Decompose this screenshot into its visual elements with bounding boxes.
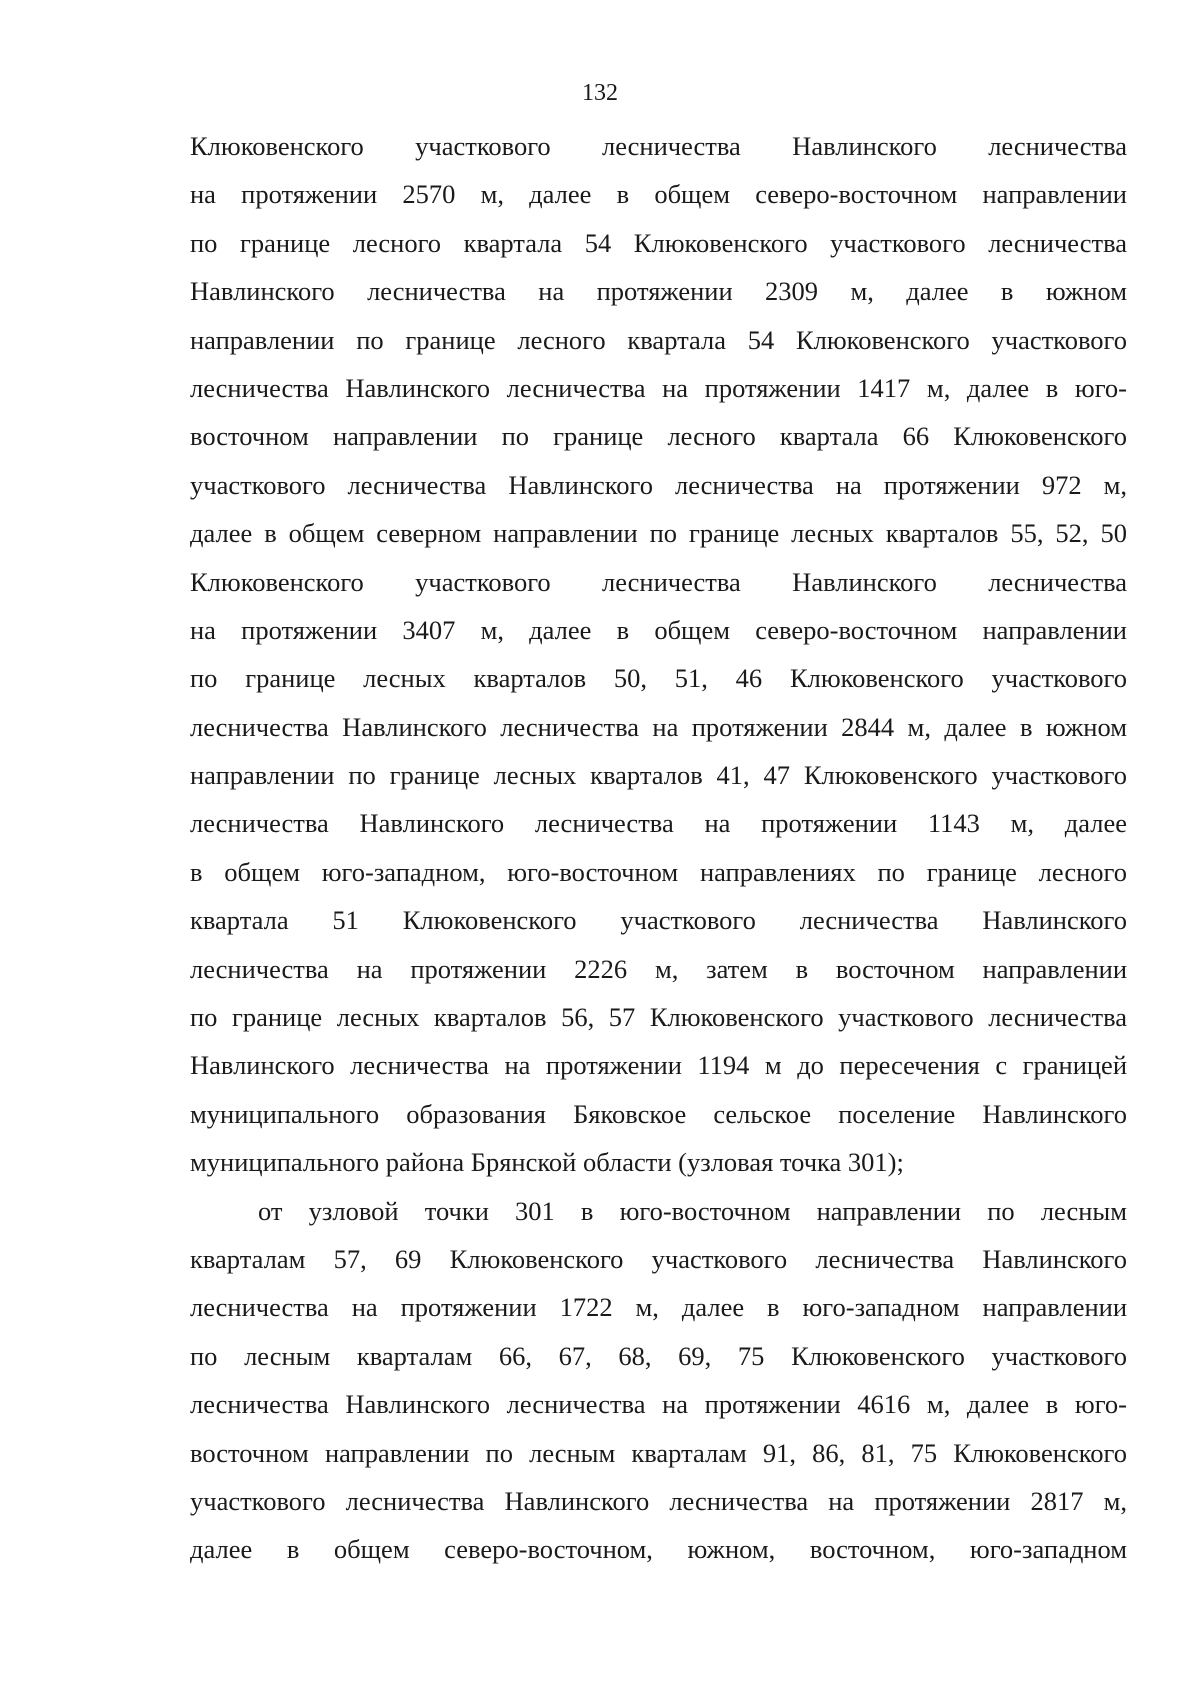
text-line: кварталам 57, 69 Клюковенского участкового лесничества Навлинского xyxy=(190,1243,1127,1274)
text-line: Клюковенского участкового лесничества Навлинского лесничества xyxy=(190,131,1127,161)
text-line: участкового лесничества Навлинского лесничества на протяжении 2817 м, xyxy=(190,1485,1127,1516)
text-line: муниципального образования Бяковское сельское поселение Навлинского xyxy=(190,1098,1127,1129)
text-line: восточном направлении по границе лесного квартала 66 Клюковенского xyxy=(190,421,1127,452)
text-line: далее в общем северном направлении по границе лесных кварталов 55, 52, 50 xyxy=(190,518,1127,549)
text-line: в общем юго-западном, юго-восточном направлениях по границе лесного xyxy=(190,856,1127,887)
text-line: лесничества Навлинского лесничества на протяжении 1417 м, далее в юго- xyxy=(190,372,1127,403)
text-line: квартала 51 Клюковенского участкового лесничества Навлинского xyxy=(190,905,1127,936)
text-line: направлении по границе лесного квартала 54 Клюковенского участкового xyxy=(190,324,1127,355)
text-line: направлении по границе лесных кварталов 41, 47 Клюковенского участкового xyxy=(190,760,1127,791)
text-line: лесничества на протяжении 2226 м, затем в восточном направлении xyxy=(190,953,1127,984)
text-line: по границе лесных кварталов 56, 57 Клюковенского участкового лесничества xyxy=(190,1002,1127,1033)
paragraph xyxy=(190,1187,1127,1574)
text-line: по лесным кварталам 66, 67, 68, 69, 75 Клюковенского участкового xyxy=(190,1340,1127,1371)
text-line: лесничества на протяжении 1722 м, далее в юго-западном направлении xyxy=(190,1292,1127,1323)
text-line: участкового лесничества Навлинского лесничества на протяжении 972 м, xyxy=(190,469,1127,500)
text-line: лесничества Навлинского лесничества на протяжении 1143 м, далее xyxy=(190,808,1127,839)
text-line: лесничества Навлинского лесничества на протяжении 4616 м, далее в юго- xyxy=(190,1389,1127,1420)
text-line: далее в общем северо-восточном, южном, восточном, юго-западном xyxy=(190,1534,1127,1565)
text-line: лесничества Навлинского лесничества на протяжении 2844 м, далее в южном xyxy=(190,711,1127,742)
text-line: на протяжении 3407 м, далее в общем северо-восточном направлении xyxy=(190,614,1127,645)
text-line: от узловой точки 301 в юго-восточном направлении по лесным xyxy=(258,1195,1127,1226)
text-line: на протяжении 2570 м, далее в общем северо-восточном направлении xyxy=(190,179,1127,210)
page-number: 132 xyxy=(582,80,618,106)
document-body xyxy=(190,122,1127,1574)
text-line: Навлинского лесничества на протяжении 1194 м до пересечения с границей xyxy=(190,1050,1127,1081)
text-line: муниципального района Брянской области (узловая точка 301); xyxy=(190,1147,904,1178)
text-line: Клюковенского участкового лесничества Навлинского лесничества xyxy=(190,566,1127,597)
text-line: восточном направлении по лесным кварталам 91, 86, 81, 75 Клюковенского xyxy=(190,1437,1127,1468)
paragraph xyxy=(190,122,1127,1187)
text-line: по границе лесного квартала 54 Клюковенского участкового лесничества xyxy=(190,227,1127,258)
text-line: по границе лесных кварталов 50, 51, 46 Клюковенского участкового xyxy=(190,663,1127,694)
text-line: Навлинского лесничества на протяжении 2309 м, далее в южном xyxy=(190,276,1127,307)
